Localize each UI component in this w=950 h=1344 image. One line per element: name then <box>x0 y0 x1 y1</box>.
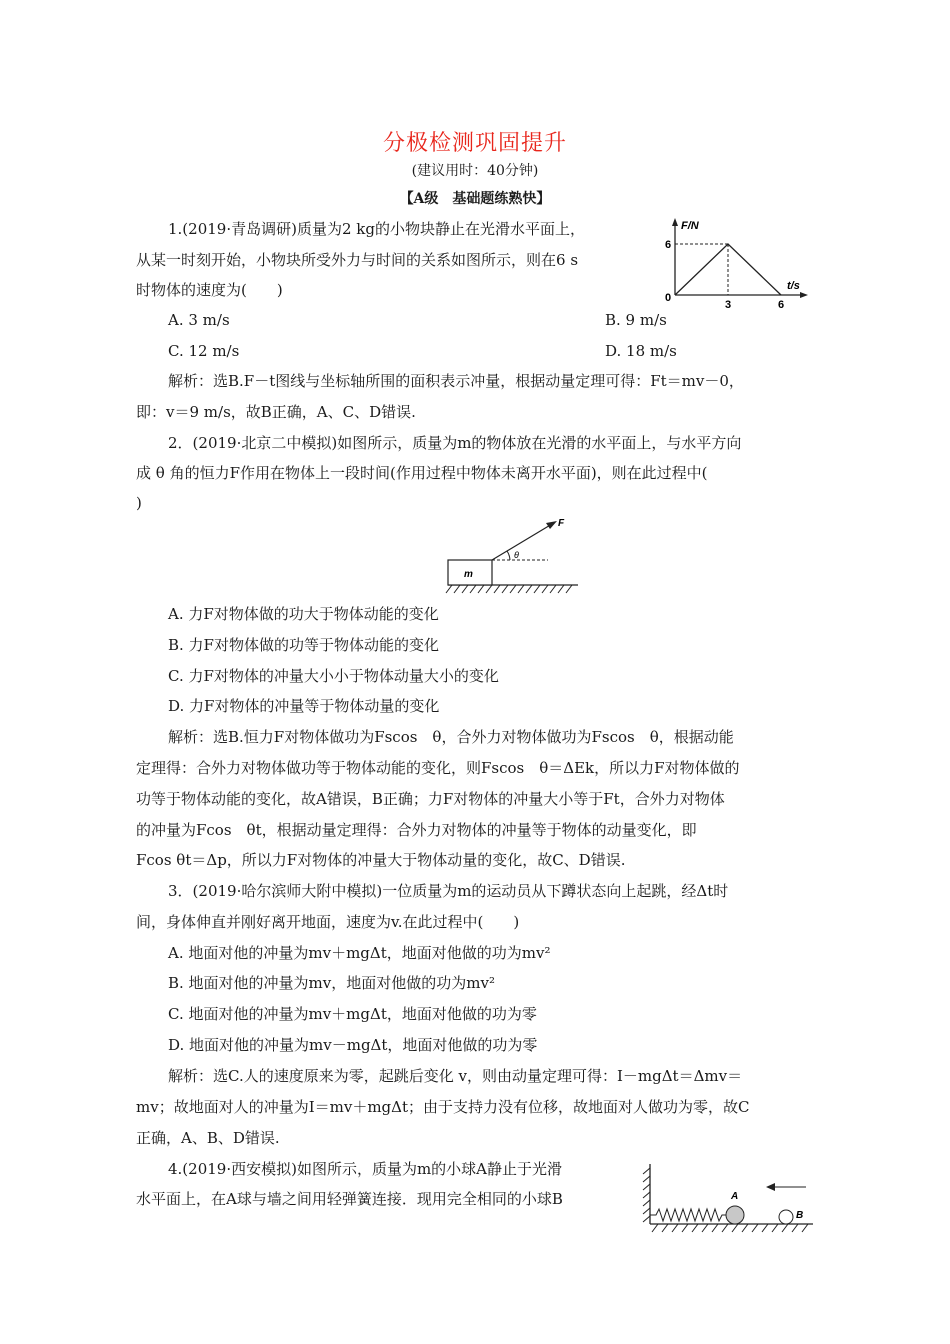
q2-solution-line1: 解析：选B.恒力F对物体做功为Fscos θ，合外力对物体做功为Fscos θ，根据动能 <box>168 728 734 746</box>
q1-line2: 从某一时刻开始，小物块所受外力与时间的关系如图所示，则在6 s <box>136 251 579 269</box>
q3-option-b: B. 地面对他的冲量为mv，地面对他做的功为mv² <box>168 974 495 992</box>
q3-solution-line2: mv；故地面对人的冲量为I＝mv＋mgΔt；由于支持力没有位移，故地面对人做功为零，故C <box>136 1098 750 1116</box>
q1-line3: 时物体的速度为( ) <box>136 281 283 299</box>
q3-solution-line1: 解析：选C.人的速度原来为零，起跳后变化 v，则由动量定理可得：I－mgΔt＝Δmv＝ <box>168 1067 743 1085</box>
q2-option-b: B. 力F对物体做的功等于物体动能的变化 <box>168 636 439 654</box>
q1-option-a: A. 3 m/s <box>168 311 230 329</box>
q1-solution-line1: 解析：选B.F－t图线与坐标轴所围的面积表示冲量，根据动量定理可得：Ft＝mv－0， <box>168 372 744 390</box>
q1-option-c: C. 12 m/s <box>168 342 240 360</box>
q3-line2: 间，身体伸直并刚好离开地面，速度为v.在此过程中( ) <box>136 913 520 931</box>
spring-balls-figure <box>638 1162 818 1237</box>
q2-solution-line3: 功等于物体动能的变化，故A错误，B正确；力F对物体的冲量大小等于Ft，合外力对物体 <box>136 790 725 808</box>
q1-line1: 1.(2019·青岛调研)质量为2 kg的小物块静止在光滑水平面上， <box>168 220 585 238</box>
force-time-graph <box>655 215 815 315</box>
q2-solution-line5: Fcos θt＝Δp，所以力F对物体的冲量大于物体动量的变化，故C、D错误. <box>136 851 626 869</box>
y-tick-6: 6 <box>665 239 672 251</box>
angle-label: θ <box>514 550 519 560</box>
q3-solution-line3: 正确，A、B、D错误. <box>136 1129 280 1147</box>
q2-line1: 2．(2019·北京二中模拟)如图所示，质量为m的物体放在光滑的水平面上，与水平方向 <box>168 434 742 452</box>
level-heading: 【A级 基础题练熟快】 <box>399 191 551 207</box>
q1-option-b: B. 9 m/s <box>605 311 667 329</box>
x-tick-6: 6 <box>778 299 785 311</box>
q3-line1: 3．(2019·哈尔滨师大附中模拟)一位质量为m的运动员从下蹲状态向上起跳，经Δt时 <box>168 882 729 900</box>
page-title: 分极检测巩固提升 <box>382 131 567 156</box>
q1-option-d: D. 18 m/s <box>605 342 677 360</box>
x-axis-label: t/s <box>787 280 800 292</box>
y-axis-label: F/N <box>681 220 699 232</box>
q4-line2: 水平面上，在A球与墙之间用轻弹簧连接．现用完全相同的小球B <box>136 1190 563 1208</box>
q2-line2: 成 θ 角的恒力F作用在物体上一段时间(作用过程中物体未离开水平面)，则在此过程中( <box>136 464 708 482</box>
q2-option-d: D. 力F对物体的冲量等于物体动量的变化 <box>168 697 440 715</box>
q2-line3: ) <box>136 494 142 512</box>
block-force-figure <box>440 512 580 600</box>
q1-solution-line2: 即：v＝9 m/s，故B正确，A、C、D错误. <box>136 403 416 421</box>
origin-label: 0 <box>665 292 672 304</box>
x-tick-3: 3 <box>725 299 732 311</box>
ball-b-label: B <box>796 1210 804 1221</box>
ball-a-label: A <box>731 1191 739 1202</box>
q3-option-a: A. 地面对他的冲量为mv＋mgΔt，地面对他做的功为mv² <box>168 944 551 962</box>
q2-solution-line2: 定理得：合外力对物体做功等于物体动能的变化，则Fscos θ＝ΔEk，所以力F对物体做的 <box>136 759 740 777</box>
q3-option-c: C. 地面对他的冲量为mv＋mgΔt，地面对他做的功为零 <box>168 1005 537 1023</box>
q2-option-a: A. 力F对物体做的功大于物体动能的变化 <box>168 605 439 623</box>
force-label: F <box>558 518 565 529</box>
q4-line1: 4.(2019·西安模拟)如图所示，质量为m的小球A静止于光滑 <box>168 1160 563 1178</box>
mass-label: m <box>464 569 473 580</box>
q2-solution-line4: 的冲量为Fcos θt，根据动量定理得：合外力对物体的冲量等于物体的动量变化，即 <box>136 821 697 839</box>
time-hint: (建议用时：40分钟) <box>411 163 539 179</box>
q3-option-d: D. 地面对他的冲量为mv－mgΔt，地面对他做的功为零 <box>168 1036 538 1054</box>
q2-option-c: C. 力F对物体的冲量大小小于物体动量大小的变化 <box>168 667 499 685</box>
